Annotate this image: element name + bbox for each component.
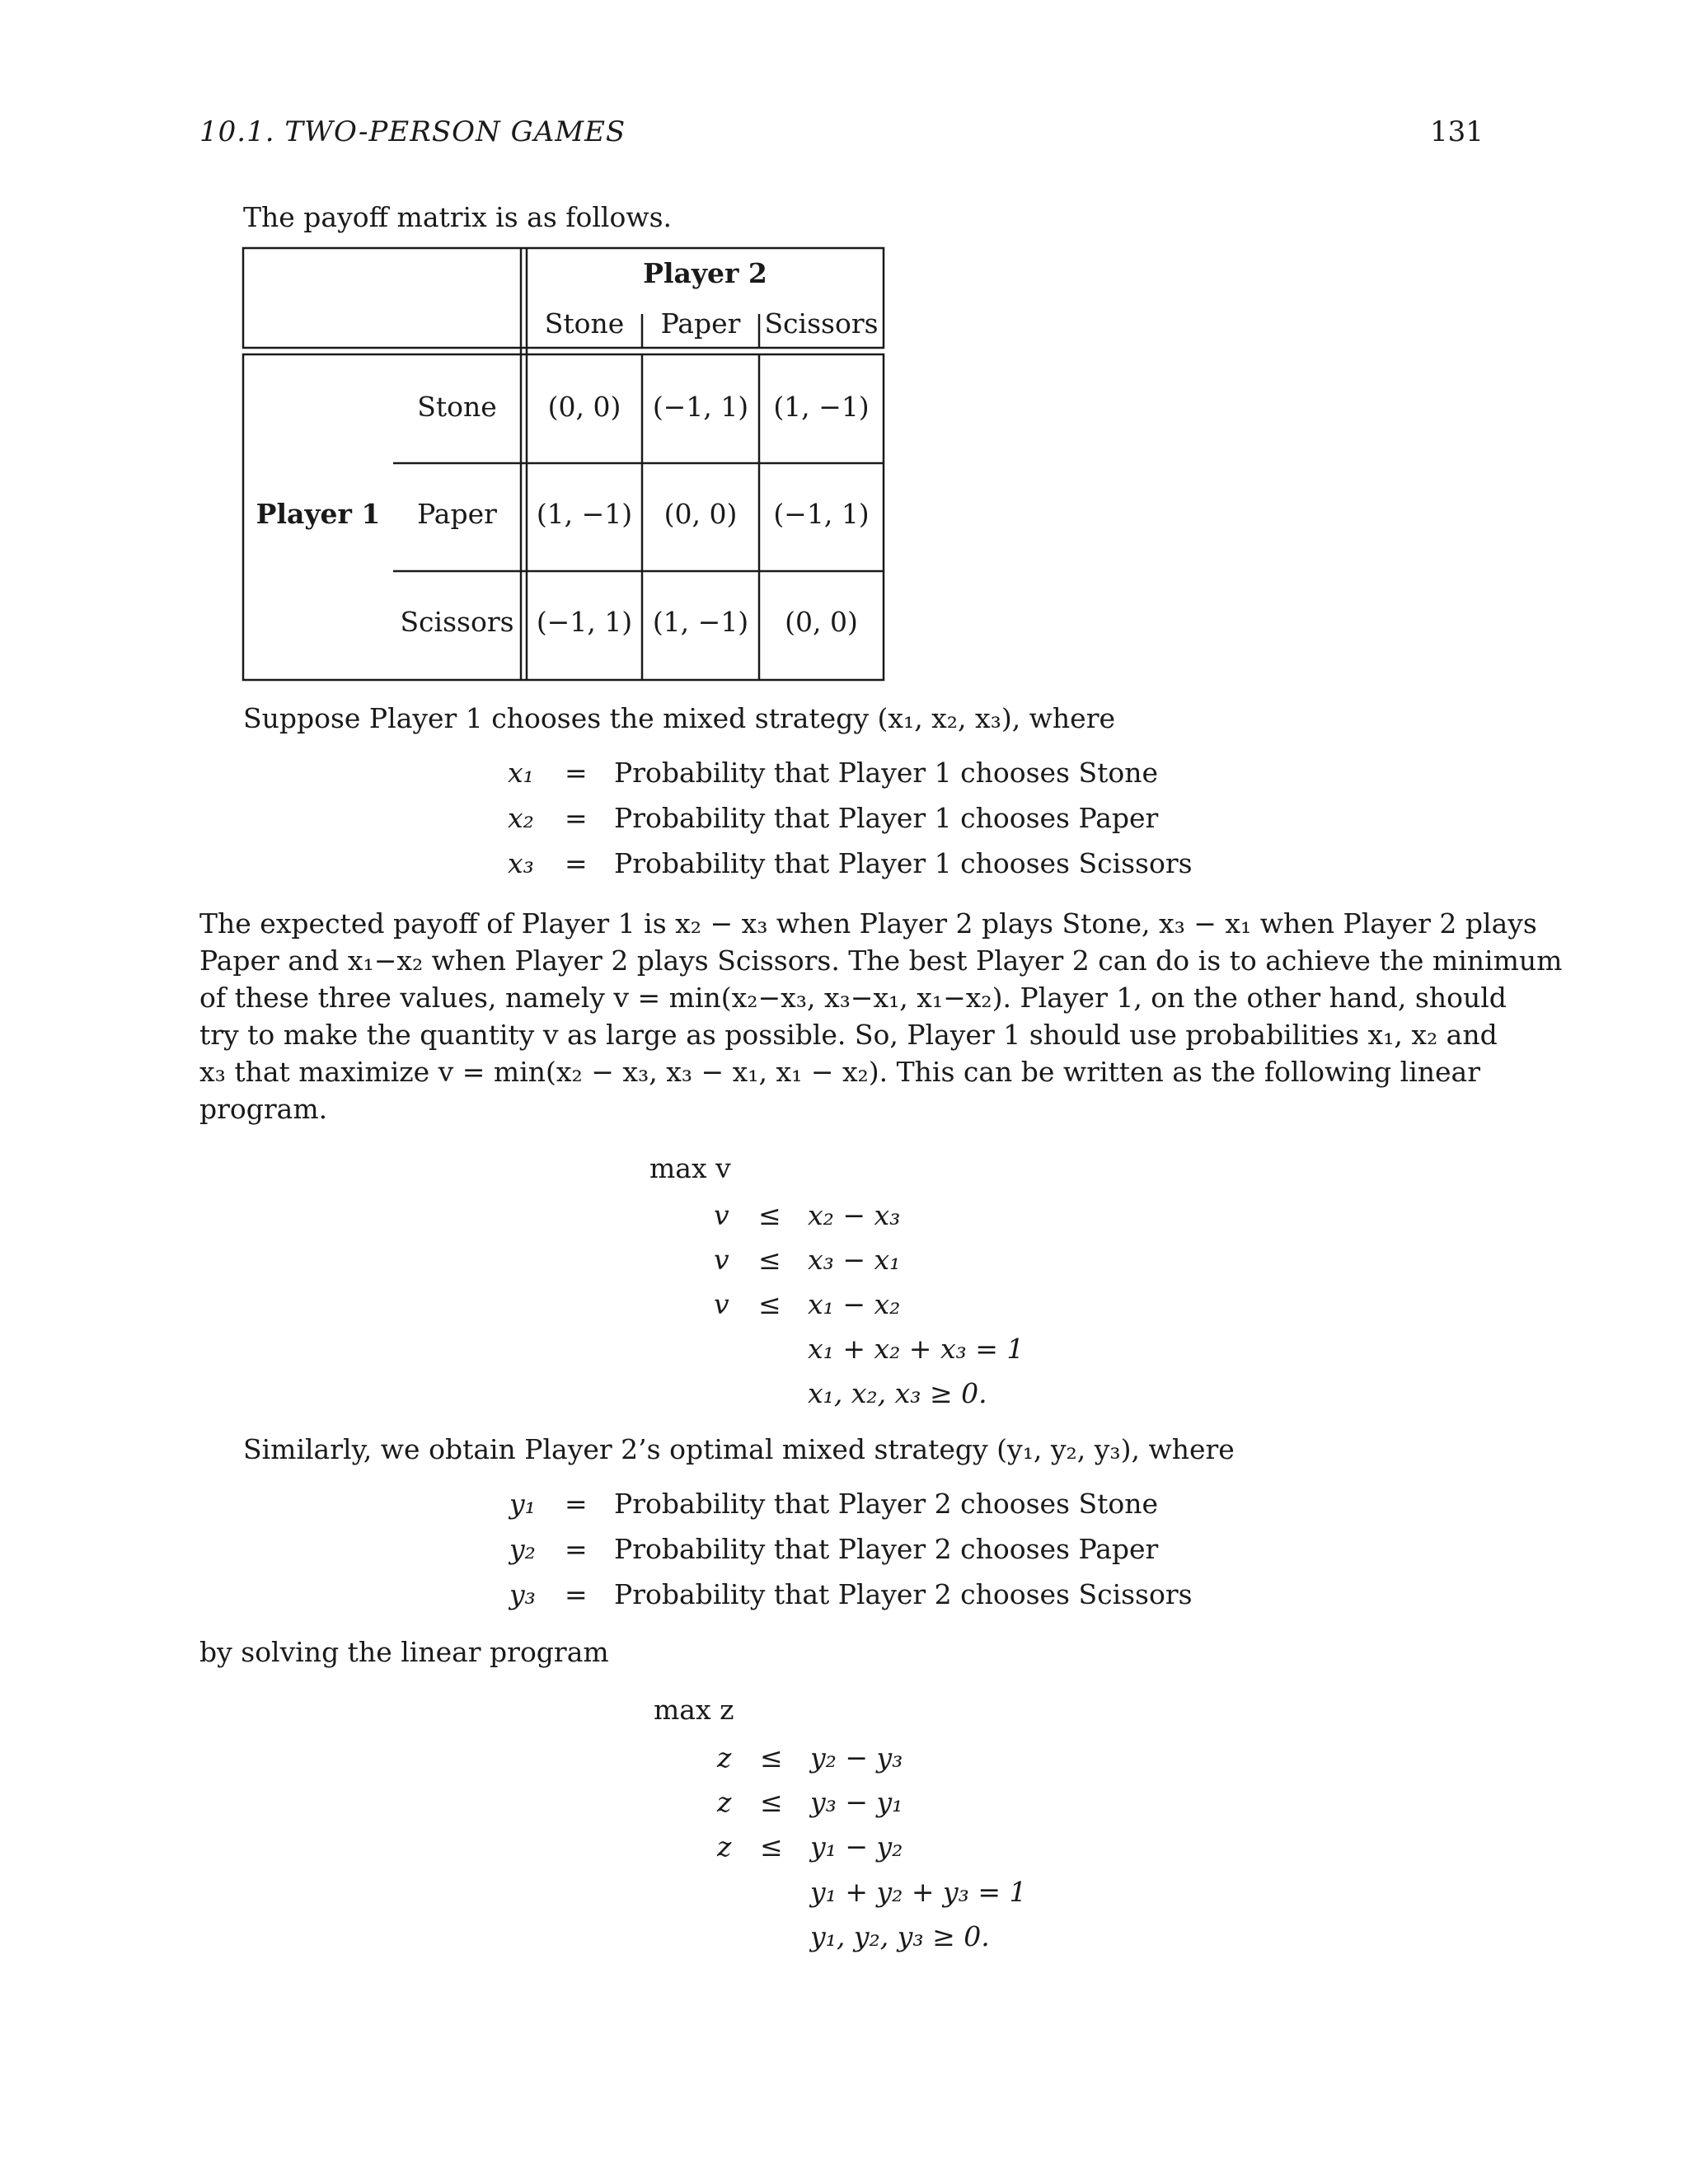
payoff-cell: (−1, 1)	[652, 391, 749, 423]
paragraph-line: of these three values, namely v = min(x₂−x₃, x₃−x₁, x₁−x₂). Player 1, on the other hand, should	[199, 982, 1507, 1014]
lp-constraint-rhs: x₃ − x₁	[808, 1244, 901, 1276]
lp-sum-constraint: y₁ + y₂ + y₃ = 1	[810, 1876, 1027, 1908]
lp-constraint-rel: ≤	[758, 1288, 781, 1320]
running-head: 10.1. TWO-PERSON GAMES	[199, 115, 626, 148]
lp-constraint-rhs: y₂ − y₃	[810, 1741, 903, 1774]
lp-constraint-lhs: z	[717, 1786, 732, 1818]
definition-text: Probability that Player 2 chooses Scissors	[614, 1578, 1193, 1610]
lp-constraint-rel: ≤	[758, 1199, 781, 1231]
definition-text: Probability that Player 2 chooses Paper	[614, 1533, 1159, 1565]
lp-constraint-rhs: y₁ − y₂	[810, 1830, 903, 1863]
definition-relation: =	[565, 757, 588, 789]
lp-constraint-lhs: v	[714, 1288, 729, 1320]
definition-text: Probability that Player 1 chooses Paper	[614, 802, 1159, 834]
page-number: 131	[1430, 115, 1484, 148]
row-header-paper: Paper	[417, 498, 497, 530]
paragraph-line: try to make the quantity v as large as possible. So, Player 1 should use probabilities x₁, x₂ and	[199, 1019, 1498, 1051]
payoff-cell: (−1, 1)	[773, 498, 870, 530]
definition-text: Probability that Player 1 chooses Stone	[614, 757, 1158, 789]
row-player-label: Player 1	[256, 498, 381, 530]
lp-sum-constraint: x₁ + x₂ + x₃ = 1	[808, 1333, 1025, 1365]
payoff-cell: (0, 0)	[547, 391, 621, 423]
lp-constraint-rhs: x₁ − x₂	[808, 1288, 901, 1320]
row-header-scissors: Scissors	[400, 606, 514, 638]
definition-relation: =	[565, 1533, 588, 1565]
row-header-stone: Stone	[417, 391, 497, 423]
definition-text: Probability that Player 2 chooses Stone	[614, 1488, 1158, 1520]
payoff-cell: (0, 0)	[785, 606, 858, 638]
lp-constraint-lhs: v	[714, 1199, 729, 1231]
lp-constraint-rel: ≤	[760, 1741, 783, 1774]
player1-strategy-intro: Suppose Player 1 chooses the mixed strategy (x₁, x₂, x₃), where	[243, 702, 1116, 734]
definition-text: Probability that Player 1 chooses Scissors	[614, 847, 1193, 879]
definition-variable: y₂	[509, 1533, 536, 1565]
lp-objective: max v	[649, 1152, 731, 1184]
lp-constraint-lhs: z	[717, 1830, 732, 1863]
column-player-label: Player 2	[643, 257, 767, 289]
definition-relation: =	[565, 1578, 588, 1610]
definition-relation: =	[565, 802, 588, 834]
paragraph-line: program.	[199, 1093, 328, 1125]
payoff-cell: (1, −1)	[536, 498, 633, 530]
definition-relation: =	[565, 1488, 588, 1520]
lp-constraint-rhs: y₃ − y₁	[810, 1786, 903, 1818]
main-paragraph	[199, 905, 1563, 1127]
paragraph-line: The expected payoff of Player 1 is x₂ − x₃ when Player 2 plays Stone, x₃ − x₁ when Player 2 plays	[199, 907, 1537, 940]
paragraph-line: Paper and x₁−x₂ when Player 2 plays Scissors. The best Player 2 can do is to achieve the minimum	[199, 944, 1563, 977]
lp-objective: max z	[654, 1694, 734, 1726]
by-solving-text: by solving the linear program	[199, 1636, 609, 1668]
lp-nonnegativity: y₁, y₂, y₃ ≥ 0.	[810, 1920, 990, 1952]
definition-variable: x₃	[508, 847, 534, 879]
payoff-cell: (1, −1)	[652, 606, 749, 638]
lp-nonnegativity: x₁, x₂, x₃ ≥ 0.	[808, 1377, 987, 1409]
lp-constraint-lhs: v	[714, 1244, 729, 1276]
payoff-cell: (1, −1)	[773, 391, 870, 423]
column-header-paper: Paper	[660, 307, 741, 340]
player2-strategy-intro: Similarly, we obtain Player 2’s optimal mixed strategy (y₁, y₂, y₃), where	[243, 1433, 1235, 1465]
payoff-table-grid	[0, 0, 1688, 709]
column-header-scissors: Scissors	[764, 307, 879, 340]
column-header-stone: Stone	[544, 307, 625, 340]
definition-variable: y₁	[509, 1488, 536, 1520]
paragraph-line: x₃ that maximize v = min(x₂ − x₃, x₃ − x₁, x₁ − x₂). This can be written as the following linear	[199, 1056, 1480, 1088]
payoff-table	[0, 0, 1688, 709]
definition-relation: =	[565, 847, 588, 879]
payoff-cell: (0, 0)	[663, 498, 738, 530]
definition-variable: x₁	[508, 757, 534, 789]
lp-constraint-rel: ≤	[758, 1244, 781, 1276]
definition-variable: y₃	[509, 1578, 536, 1610]
payoff-cell: (−1, 1)	[536, 606, 633, 638]
lp-constraint-lhs: z	[717, 1741, 732, 1774]
lp-constraint-rhs: x₂ − x₃	[808, 1199, 901, 1231]
intro-text: The payoff matrix is as follows.	[243, 201, 672, 233]
lp-constraint-rel: ≤	[760, 1786, 783, 1818]
definition-variable: x₂	[508, 802, 534, 834]
lp-constraint-rel: ≤	[760, 1830, 783, 1863]
